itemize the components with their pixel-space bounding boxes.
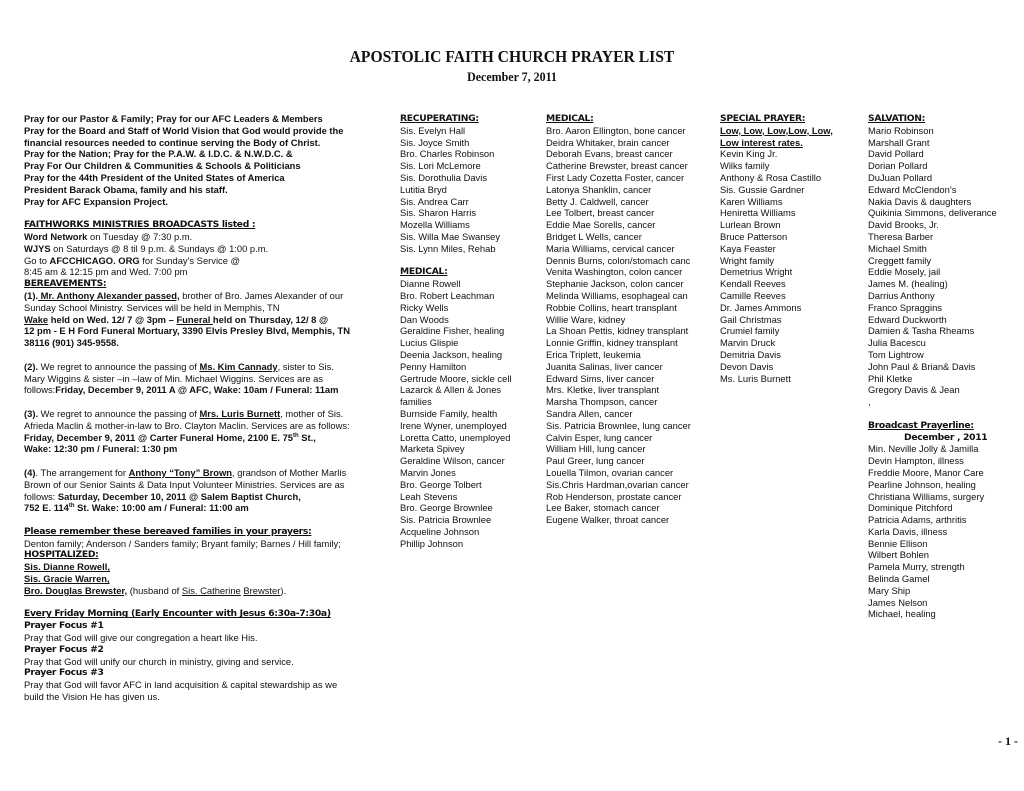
medical-heading: MEDICAL: [400,266,448,278]
list-item: Demetrius Wright [720,266,793,278]
list-item: David Brooks, Jr. [868,219,939,231]
special-prayer-column [720,113,860,384]
list-item: Kendall Reeves [720,278,786,290]
list-item: Darrius Anthony [868,289,935,301]
list-item: Camille Reeves [720,289,786,301]
list-item: Damien & Tasha Rheams [868,325,975,337]
list-item: Sis. Willa Mae Swansey [400,230,501,242]
list-item: David Pollard [868,148,924,160]
list-item: Lonnie Griffin, kidney transplant [546,337,678,349]
list-item: Edward McClendon’s [868,183,957,195]
list-item: Stephanie Jackson, colon cancer [546,278,684,290]
list-item: Bro. George Tolbert [400,478,482,490]
list-item: Geraldine Wilson, cancer [400,455,505,467]
list-item: Sis. Lori McLemore [400,160,481,172]
friday-heading: Every Friday Morning (Early Encounter with Jesus 6:30a-7:30a) [24,608,331,620]
bereavement-text: 752 E. 114th St. Wake: 10:00 am / Funeral: 11:00 am [24,502,249,514]
list-item: Latonya Shanklin, cancer [546,183,652,195]
list-item: Lee Baker, stomach cancer [546,502,660,514]
list-item: families [400,396,432,408]
list-item: Creggett family [868,254,932,266]
website-text: AFCCHICAGO. ORG [49,254,140,266]
prayer-focus-text: Pray that God will favor AFC in land acquisition & capital stewardship as we [24,679,338,691]
broadcast-line: Word Network on Tuesday @ 7:30 p.m. [24,230,193,242]
list-item: Sis. Dorothulia Davis [400,171,488,183]
intro-line: Pray for the 44th President of the United States of America [24,171,285,183]
list-item: Demitria Davis [720,348,781,360]
bereavement-item-2: (2). We regret to announce the passing of Ms. Kim Cannady, sister to Sis. [24,360,334,372]
list-item: Bro. George Brownlee [400,502,493,514]
list-item: Sis. Patricia Brownlee, lung cancer [546,419,691,431]
prayer-focus-text: Pray that God will unify our church in ministry, giving and service. [24,655,294,667]
list-item: Franco Spraggins [868,301,942,313]
hospitalized-heading: HOSPITALIZED: [24,549,99,561]
list-item: Calvin Esper, lung cancer [546,431,653,443]
list-item: Louella Tilmon, ovarian cancer [546,466,674,478]
list-item: Theresa Barber [868,230,934,242]
bereavement-text: Sunday School Ministry. Services will be held in Memphis, TN [24,301,280,313]
list-item: Phil Kletke [868,372,913,384]
list-item: Deidra Whitaker, brain cancer [546,136,670,148]
medical-column [546,113,716,526]
list-item: Bro. Robert Leachman [400,289,495,301]
list-item: Gail Christmas [720,313,782,325]
list-item: Melinda Williams, esophageal can [546,289,688,301]
list-item: Tom Lightrow [868,348,924,360]
list-item: Catherine Brewster, breast cancer [546,160,688,172]
list-item: Quikinia Simmons, deliverance [868,207,997,219]
list-item: Juanita Salinas, liver cancer [546,360,663,372]
broadcast-line: 8:45 am & 12:15 pm and Wed. 7:00 pm [24,266,188,278]
list-item: Karen Williams [720,195,783,207]
list-item: Lutitia Bryd [400,183,447,195]
list-item: Bro. Aaron Ellington, bone cancer [546,124,686,136]
list-item: Michael, healing [868,608,936,620]
salvation-list [868,125,1024,408]
left-column [24,113,389,703]
broadcast-prayerline-heading: Broadcast Prayerline: [868,419,974,431]
list-item: Lazarck & Allen & Jones [400,384,502,396]
list-item: Betty J. Caldwell, cancer [546,195,649,207]
list-item: Phillip Johnson [400,537,464,549]
bereavement-text: Mary Wiggins & sister –in –law of Min. Michael Wiggins. Services are as [24,372,324,384]
list-item: Heniretta Williams [720,207,796,219]
list-item: Devin Hampton, illness [868,455,964,467]
prayer-focus-text: build the Vision He has given us. [24,691,160,703]
bereavement-text: 12 pm - E H Ford Funeral Mortuary, 3390 Elvis Presley Blvd, Memphis, TN [24,325,350,337]
list-item: Dennis Burns, colon/stomach canc [546,254,691,266]
list-item: Maria Williams, cervical cancer [546,242,675,254]
list-item: Mary Ship [868,584,911,596]
list-item: Deenia Jackson, healing [400,348,503,360]
hospitalized-item: Sis. Gracie Warren, [24,573,110,585]
list-item: Lucius Glispie [400,337,459,349]
bereavement-text: follows: Saturday, December 10, 2011 @ Salem Baptist Church, [24,490,301,502]
prayer-focus-label: Prayer Focus #3 [24,667,104,679]
list-item: Mario Robinson [868,124,934,136]
list-item: Burnside Family, health [400,407,498,419]
list-item: Marsha Thompson, cancer [546,396,658,408]
list-item: Edward Sims, liver cancer [546,372,655,384]
broadcast-line: WJYS on Saturdays @ 8 til 9 p.m. & Sundays @ 1:00 p.m. [24,242,269,254]
intro-line: Pray for the Board and Staff of World Vision that God would provide the [24,124,344,136]
bereaved-families-heading: Please remember these bereaved families in your prayers: [24,525,312,537]
list-item: Gertrude Moore, sickle cell [400,372,512,384]
broadcast-prayerline-month: December , 2011 [904,431,988,443]
salvation-heading: SALVATION: [868,113,926,124]
intro-line: Pray for AFC Expansion Project. [24,195,168,207]
list-item: Bruce Patterson [720,230,788,242]
list-item: Bro. Charles Robinson [400,148,495,160]
page-number: - 1 - [998,734,1018,748]
special-prayer-note: Low interest rates. [720,136,803,148]
intro-line: Pray for the Nation; Pray for the P.A.W. & I.D.C. & N.W.D.C. & [24,148,293,160]
list-item: DuJuan Pollard [868,171,933,183]
list-item: Wilks family [720,160,770,172]
list-item: Sis. Patricia Brownlee [400,514,492,526]
recuperating-list [400,125,540,255]
list-item: William Hill, lung cancer [546,443,646,455]
list-item: Dr. James Ammons [720,301,802,313]
list-item: Sis. Evelyn Hall [400,124,466,136]
list-item: Eddie Mae Sorells, cancer [546,219,656,231]
list-item: Paul Greer, lung cancer [546,455,645,467]
list-item: Pearline Johnson, healing [868,478,976,490]
hospitalized-item: Sis. Dianne Rowell, [24,561,110,573]
bereavement-item-3: (3). We regret to announce the passing of Mrs. Luris Burnett, mother of Sis. [24,407,344,419]
broadcasts-heading: FAITHWORKS MINISTRIES BROADCASTS listed : [24,219,256,231]
list-item: John Paul & Brian& Davis [868,360,976,372]
list-item: Bennie Ellison [868,537,928,549]
list-item: Dan Woods [400,313,449,325]
list-item: Julia Bacescu [868,337,926,349]
list-item: Erica Triplett, leukemia [546,348,641,360]
list-item: Wright family [720,254,775,266]
list-item: Eugene Walker, throat cancer [546,514,670,526]
page-title: APOSTOLIC FAITH CHURCH PRAYER LIST [349,47,675,66]
medical-list [400,278,540,549]
list-item: Anthony & Rosa Castillo [720,171,822,183]
list-item: Lee Tolbert, breast cancer [546,207,655,219]
list-item: Willie Ware, kidney [546,313,626,325]
list-item: James Nelson [868,596,928,608]
list-item: Marketa Spivey [400,443,465,455]
list-item: Deborah Evans, breast cancer [546,148,673,160]
list-item: Lurlean Brown [720,219,781,231]
list-item: Kaya Feaster [720,242,776,254]
hospitalized-item: Bro. Douglas Brewster, (husband of Sis. Catherine Brewster). [24,584,287,596]
prayer-focus-text: Pray that God will give our congregation a heart like His. [24,632,258,644]
list-item: Mozella Williams [400,219,470,231]
list-item: Marvin Druck [720,337,776,349]
list-item: Mrs. Kletke, liver transplant [546,384,660,396]
intro-line: financial resources needed to continue serving the Body of Christ. [24,136,321,148]
list-item: Dianne Rowell [400,278,461,290]
prayer-focus-label: Prayer Focus #2 [24,643,104,655]
list-item: Sis. Joyce Smith [400,136,470,148]
list-item: Wilbert Bohlen [868,549,929,561]
special-prayer-list [720,148,860,384]
list-item: Sis.Chris Hardman,ovarian cancer [546,478,689,490]
list-item: Sandra Allen, cancer [546,407,633,419]
list-item: Karla Davis, illness [868,525,948,537]
list-item: Eddie Mosely, jail [868,266,941,278]
list-item: Marshall Grant [868,136,930,148]
bereavements-heading: BEREAVEMENTS: [24,278,107,290]
bereavement-text: follows:Friday, December 9, 2011 A @ AFC, Wake: 10am / Funeral: 11am [24,384,339,396]
recuperating-heading: RECUPERATING: [400,113,479,124]
list-item: Irene Wyner, unemployed [400,419,507,431]
list-item: Christiana Williams, surgery [868,490,985,502]
list-item: Nakia Davis & daughters [868,195,972,207]
list-item: First Lady Cozetta Foster, cancer [546,171,685,183]
medical-heading: MEDICAL: [546,113,594,124]
list-item: James M. (healing) [868,278,948,290]
list-item: Robbie Collins, heart transplant [546,301,677,313]
bereavement-item-1: (1). Mr. Anthony Alexander passed, brother of Bro. James Alexander of our [24,289,344,301]
list-item: Ricky Wells [400,301,449,313]
intro-line: President Barack Obama, family and his staff. [24,183,228,195]
list-item: Marvin Jones [400,466,456,478]
special-prayer-heading: SPECIAL PRAYER: [720,113,806,124]
list-item: Sis. Gussie Gardner [720,183,805,195]
list-item: Freddie Moore, Manor Care [868,466,984,478]
page-date: December 7, 2011 [467,69,557,84]
recuperating-column [400,113,540,549]
list-item: Kevin King Jr. [720,148,778,160]
broadcast-line: Go to AFCCHICAGO. ORG for Sunday's Service @ [24,254,241,266]
bereavement-text: 38116 (901) 345-9558. [24,337,119,349]
list-item: , [868,396,871,408]
list-item: Min. Neville Jolly & Jamilla [868,443,979,455]
list-item: Acqueline Johnson [400,525,480,537]
bereavement-item-4: (4). The arrangement for Anthony “Tony” Brown, grandson of Mother Marlis [24,466,347,478]
list-item: Sis. Sharon Harris [400,207,477,219]
list-item: Michael Smith [868,242,927,254]
list-item: Devon Davis [720,360,774,372]
list-item: Leah Stevens [400,490,458,502]
list-item: Loretta Catto, unemployed [400,431,511,443]
prayer-focus-label: Prayer Focus #1 [24,620,104,632]
list-item: Ms. Luris Burnett [720,372,791,384]
list-item: Sis. Lynn Miles, Rehab [400,242,496,254]
list-item: Crumiel family [720,325,780,337]
bereavement-text: Wake held on Wed. 12/ 7 @ 3pm – Funeral held on Thursday, 12/ 8 @ [24,313,329,325]
medical-list [546,125,716,526]
bereavement-text: Friday, December 9, 2011 @ Carter Funeral Home, 2100 E. 75th St., [24,431,316,443]
intro-line: Pray For Our Children & Communities & Schools & Politicians [24,160,301,172]
list-item: Belinda Gamel [868,573,930,585]
list-item: Patricia Adams, arthritis [868,514,967,526]
list-item: Edward Duckworth [868,313,947,325]
list-item: Geraldine Fisher, healing [400,325,505,337]
special-prayer-note: Low, Low, Low,Low, Low, [720,124,833,136]
list-item: Dorian Pollard [868,160,928,172]
intro-line: Pray for our Pastor & Family; Pray for our AFC Leaders & Members [24,113,323,124]
bereavement-text: Afrieda Maclin & mother-in-law to Bro. Clayton Maclin. Services are as follows: [24,419,350,431]
list-item: Gregory Davis & Jean [868,384,960,396]
broadcast-prayerline-list [868,443,1024,620]
list-item: Bridget L Wells, cancer [546,230,642,242]
salvation-column [868,113,1024,620]
list-item: Pamela Murry, strength [868,561,965,573]
bereavement-text: Brown of our Senior Saints & Data Input Volunteer Ministries. Services are as [24,478,345,490]
bereaved-families-text: Denton family; Anderson / Sanders family; Bryant family; Barnes / Hill family; [24,537,341,549]
list-item: Venita Washington, colon cancer [546,266,683,278]
list-item: Rob Henderson, prostate cancer [546,490,682,502]
list-item: Penny Hamilton [400,360,467,372]
list-item: La Shoan Pettis, kidney transplant [546,325,689,337]
list-item: Dominique Pitchford [868,502,953,514]
list-item: Sis. Andrea Carr [400,195,469,207]
bereavement-text: Wake: 12:30 pm / Funeral: 1:30 pm [24,443,178,455]
